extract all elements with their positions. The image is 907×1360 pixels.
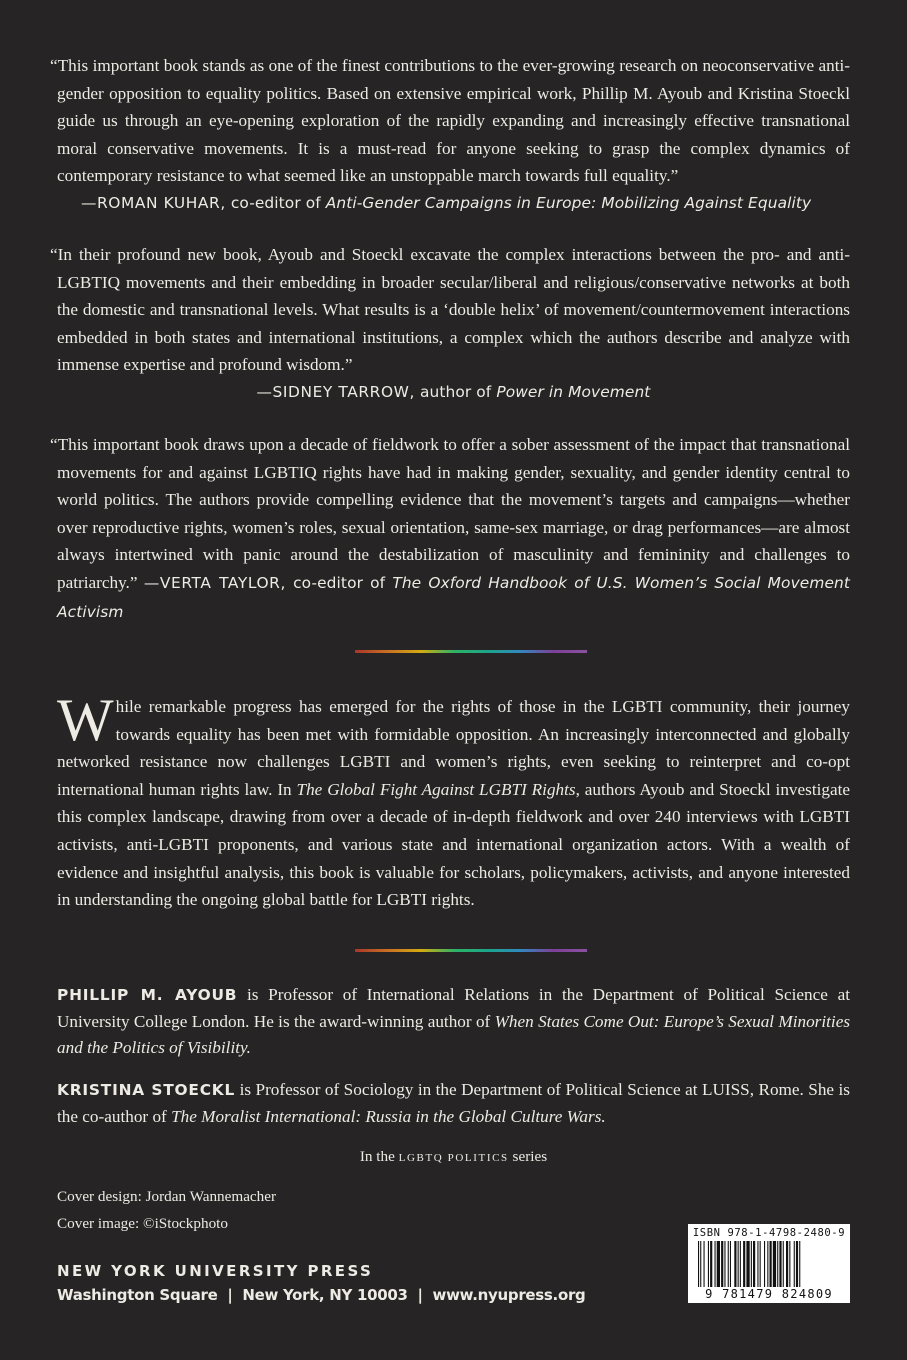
series-line — [0, 1148, 907, 1166]
barcode-bars-icon — [698, 1241, 840, 1287]
blurb-2-book: Power in Movement — [496, 382, 651, 401]
barcode-bar — [721, 1241, 723, 1287]
barcode-bar — [708, 1241, 709, 1287]
barcode-bar — [789, 1241, 790, 1287]
barcode-bar — [715, 1241, 716, 1287]
drop-cap: W — [57, 687, 114, 753]
blurb-3-book: The Oxford Handbook of U.S. Women’s Social Movement Activism — [57, 573, 851, 621]
ean-digits: 9 781479 824809 — [705, 1287, 833, 1301]
barcode-bar — [698, 1241, 699, 1287]
barcode-bar — [746, 1241, 749, 1287]
barcode-bar — [764, 1241, 765, 1287]
barcode-bar — [728, 1241, 729, 1287]
publisher-name: NEW YORK UNIVERSITY PRESS — [57, 1262, 374, 1280]
description-book-title: The Global Fight Against LGBTI Rights — [296, 779, 576, 799]
blurb-1-attribution — [57, 190, 850, 218]
description-text-1: hile remarkable progress has emerged for the rights of those in the LGBTI community, their journey towards equality has been met with formidable opposition. An increasingly interconnected and globally networked resistance now challenges LGBTI and women’s rights, even seeking to reinterpret and co-opt international human rights law. In — [57, 697, 850, 799]
blurb-3-quote-block — [50, 431, 851, 626]
publisher-address: Washington Square | New York, NY 10003 | www.nyupress.org — [57, 1286, 586, 1304]
blurb-3-role: co-editor of — [285, 573, 393, 592]
barcode-bar — [773, 1241, 776, 1287]
isbn-barcode — [688, 1224, 850, 1303]
barcode-bar — [717, 1241, 720, 1287]
barcode-bar — [786, 1241, 788, 1287]
blurb-2-role: author of — [414, 382, 497, 401]
cover-credits — [57, 1183, 276, 1237]
blurb-1-book: Anti-Gender Campaigns in Europe: Mobilizing Against Equality — [325, 193, 812, 212]
barcode-bar — [799, 1241, 800, 1287]
blurb-2-quote: “In their profound new book, Ayoub and Stoeckl excavate the complex interactions between the pro- and anti-LGBTIQ movements and their embedding in broader secular/liberal and religious/conservative networks at both the domestic and transnational levels. What results is a ‘double helix’ of movement/countermovement interactions embedded in both states and international institutions, a complex which the authors describe and analyze with immense expertise and profound wisdom.” — [50, 245, 850, 375]
author-2-bio: is Professor of Sociology in the Department of Political Science at LUISS, Rome. She is the co-author of — [57, 1080, 850, 1126]
blurb-2-author: —SIDNEY TARROW, — [256, 382, 415, 401]
book-description — [57, 687, 851, 914]
series-suffix: series — [508, 1148, 548, 1165]
barcode-bar — [751, 1241, 752, 1287]
barcode-bar — [796, 1241, 798, 1287]
barcode-bar — [740, 1241, 741, 1287]
blurb-2-attribution — [57, 379, 850, 407]
barcode-bar — [700, 1241, 701, 1287]
author-1-book: When States Come Out: Europe’s Sexual Minorities and the Politics of Visibility. — [57, 1011, 851, 1057]
isbn-label: ISBN 978-1-4798-2480-9 — [692, 1227, 846, 1239]
barcode-bar — [767, 1241, 768, 1287]
barcode-bar — [743, 1241, 745, 1287]
blurb-1 — [50, 52, 850, 218]
barcode-bar — [779, 1241, 781, 1287]
author-1-bio: is Professor of International Relations in the Department of Political Science at University College London. He is the award-winning author of — [57, 985, 850, 1031]
barcode-bar — [757, 1241, 758, 1287]
barcode-bar — [730, 1241, 731, 1287]
barcode-bar — [770, 1241, 772, 1287]
blurb-1-author: —ROMAN KUHAR, — [81, 193, 226, 212]
barcode-bar — [783, 1241, 784, 1287]
barcode-bar — [724, 1241, 725, 1287]
cover-design-credit: Cover design: Jordan Wannemacher — [57, 1188, 277, 1205]
blurb-2 — [50, 241, 850, 407]
barcode-bar — [753, 1241, 755, 1287]
author-bio-1 — [57, 982, 850, 1062]
barcode-bar — [760, 1241, 761, 1287]
blurb-3 — [50, 431, 851, 626]
barcode-bar — [794, 1241, 795, 1287]
series-name: LGBTQ POLITICS — [398, 1152, 509, 1164]
rainbow-divider-bottom — [355, 949, 587, 952]
author-2-book: The Moralist International: Russia in the Global Culture Wars. — [171, 1106, 606, 1126]
blurb-3-author: —VERTA TAYLOR, — [143, 573, 286, 592]
rainbow-divider-top — [355, 650, 587, 653]
series-prefix: In the — [359, 1148, 399, 1165]
barcode-bar — [738, 1241, 739, 1287]
author-1-name: PHILLIP M. AYOUB — [57, 986, 238, 1004]
barcode-bar — [710, 1241, 712, 1287]
blurb-1-role: co-editor of — [225, 193, 326, 212]
author-bio-2 — [57, 1077, 850, 1130]
blurb-1-quote: “This important book stands as one of the finest contributions to the ever-growing research on neoconservative anti-gender opposition to equality politics. Based on extensive empirical work, Phillip M. Ayoub and Kristina Stoeckl guide us through an eye-opening exploration of the rapidly expanding and increasingly effective transnational moral conservative movements. It is a must-read for anyone seeking to grasp the complex dynamics of contemporary resistance to what seemed like an unstoppable march towards full equality.” — [50, 56, 850, 186]
blurb-3-quote: “This important book draws upon a decade of fieldwork to offer a sober assessment of the impact that transnational movements for and against LGBTIQ rights have had in making gender, sexuality, and gender identity central to world politics. The authors provide compelling evidence that the movement’s targets and campaigns—whether over reproductive rights, women’s roles, sexual orientation, same-sex marriage, or drag performances—are almost always intertwined with panic around the destabilization of masculinity and femininity and challenges to patriarchy.” — [50, 435, 850, 592]
barcode-bar — [777, 1241, 778, 1287]
description-text-2: , authors Ayoub and Stoeckl investigate this complex landscape, drawing from over a decade of in-depth fieldwork and over 240 interviews with LGBTI activists, anti-LGBTI proponents, and various state and international organization actors. With a wealth of evidence and insightful analysis, this book is valuable for scholars, policymakers, activists, and anyone interested in understanding the ongoing global battle for LGBTI rights. — [57, 779, 851, 910]
barcode-bar — [704, 1241, 705, 1287]
author-2-name: KRISTINA STOECKL — [57, 1081, 236, 1099]
cover-image-credit: Cover image: ©iStockphoto — [57, 1215, 228, 1232]
barcode-bar — [734, 1241, 736, 1287]
